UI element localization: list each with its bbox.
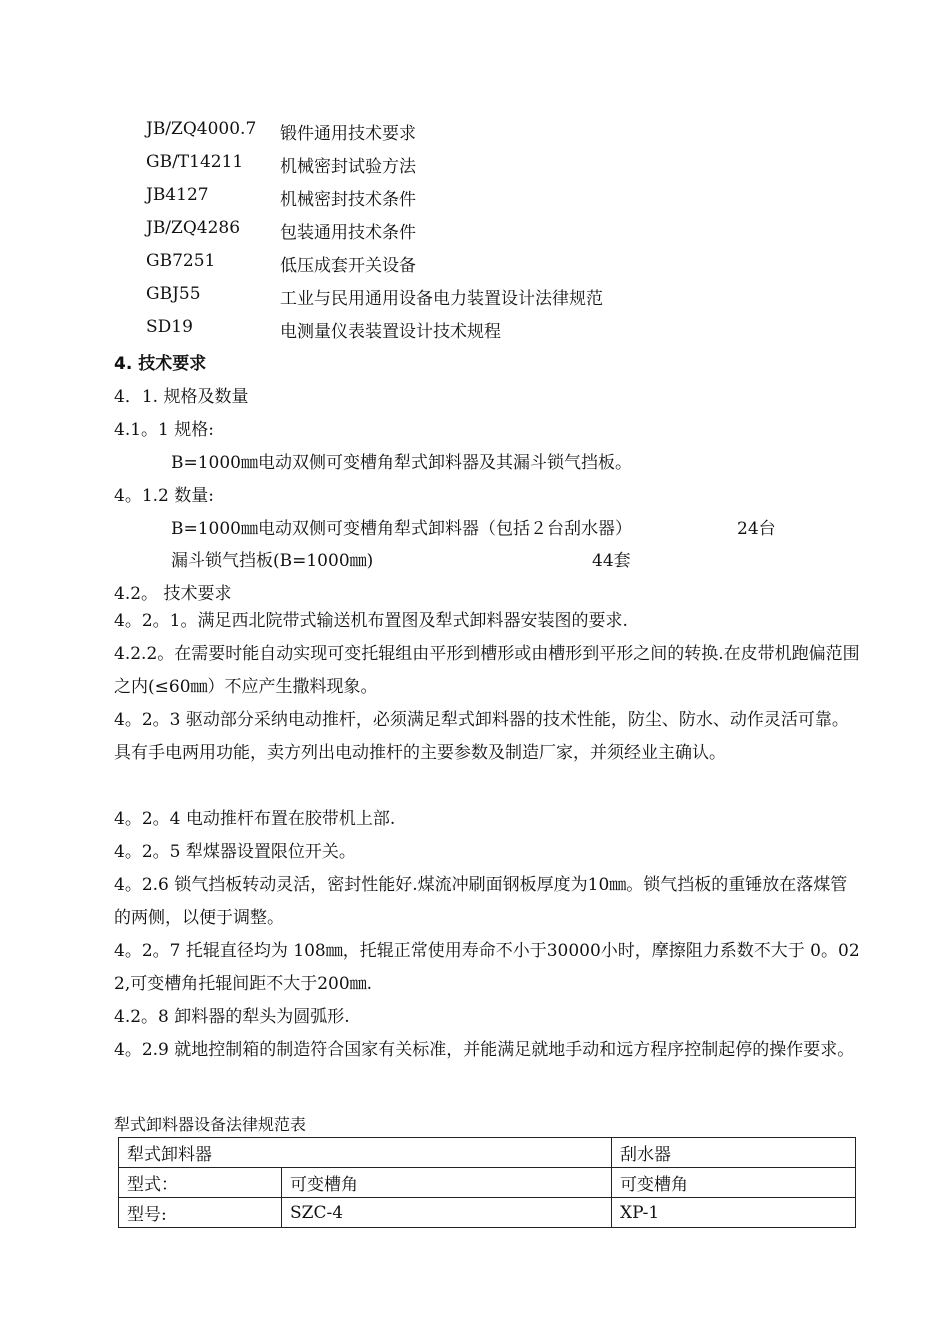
spec-text: B=1000㎜电动双侧可变槽角犁式卸料器及其漏斗锁气挡板。: [171, 453, 632, 473]
quantity-item-name: B=1000㎜电动双侧可变槽角犁式卸料器（包括２台刮水器）: [171, 519, 632, 539]
subsection-heading: 4．1. 规格及数量: [114, 387, 249, 407]
requirement-paragraph: 4。2。7 托辊直径均为 108㎜，托辊正常使用寿命不小于30000小时，摩擦阻力系数不大于 0。022,可变槽角托辊间距不大于200㎜.: [114, 941, 860, 994]
standard-name: 工业与民用通用设备电力装置设计法律规范: [280, 289, 603, 309]
table-cell: 可变槽角: [282, 1168, 612, 1198]
requirement-paragraph: 4。2。5 犁煤器设置限位开关。: [114, 842, 356, 862]
standard-name: 电测量仪表装置设计技术规程: [280, 322, 501, 342]
requirement-paragraph: 4。2。1。满足西北院带式输送机布置图及犁式卸料器安装图的要求.: [114, 611, 628, 631]
standard-code: SD19: [146, 317, 193, 337]
requirement-paragraph: 4。2。4 电动推杆布置在胶带机上部.: [114, 809, 396, 829]
table-header-cell: 刮水器: [612, 1138, 856, 1168]
table-cell-label: 型号:: [119, 1198, 282, 1228]
standard-code: GBJ55: [146, 284, 201, 304]
standard-code: GB7251: [146, 251, 216, 271]
standard-name: 机械密封技术条件: [280, 190, 416, 210]
table-cell: SZC-4: [282, 1198, 612, 1228]
table-cell: XP-1: [612, 1198, 856, 1228]
requirement-paragraph: 4。2.9 就地控制箱的制造符合国家有关标准，并能满足就地手动和远方程序控制起停的操作要求。: [114, 1040, 855, 1060]
requirement-paragraph: 4。2。3 驱动部分采纳电动推杆，必须满足犁式卸料器的技术性能，防尘、防水、动作灵活可靠。具有手电两用功能，卖方列出电动推杆的主要参数及制造厂家，并须经业主确认。: [114, 710, 849, 763]
standard-code: JB/ZQ4286: [146, 218, 241, 238]
table-header-row: [119, 1138, 856, 1168]
table-row: [119, 1198, 856, 1228]
spec-table: [118, 1137, 856, 1228]
subsection-heading: 4.1。1 规格:: [114, 420, 214, 440]
standard-name: 包装通用技术条件: [280, 223, 416, 243]
requirement-paragraph: 4.2。8 卸料器的犁头为圆弧形.: [114, 1007, 350, 1027]
standard-code: JB/ZQ4000.7: [146, 119, 257, 139]
table-cell-label: 型式：: [119, 1168, 282, 1198]
table-header-cell: 犁式卸料器: [119, 1138, 612, 1168]
quantity-item-value: 44套: [592, 551, 631, 571]
standard-name: 锻件通用技术要求: [280, 124, 416, 144]
subsection-heading: 4.2。 技术要求: [114, 584, 232, 604]
quantity-item-value: 24台: [737, 519, 776, 539]
standard-code: GB/T14211: [146, 152, 244, 172]
section-heading: 4. 技术要求: [114, 354, 207, 374]
requirement-paragraph: 4。2.6 锁气挡板转动灵活，密封性能好.煤流冲刷面钢板厚度为10㎜。锁气挡板的重锤放在落煤管的两侧，以便于调整。: [114, 875, 848, 928]
subsection-heading: 4。1.2 数量:: [114, 486, 214, 506]
table-cell: 可变槽角: [612, 1168, 856, 1198]
quantity-item-name: 漏斗锁气挡板(B=1000㎜): [171, 551, 374, 571]
table-caption: 犁式卸料器设备法律规范表: [114, 1115, 307, 1134]
standard-code: JB4127: [146, 185, 209, 205]
requirement-paragraph: 4.2.2。在需要时能自动实现可变托辊组由平形到槽形或由槽形到平形之间的转换.在皮带机跑偏范围之内(≤60㎜）不应产生撒料现象。: [114, 644, 860, 697]
standard-name: 低压成套开关设备: [280, 256, 416, 276]
table-row: [119, 1168, 856, 1198]
standard-name: 机械密封试验方法: [280, 157, 416, 177]
